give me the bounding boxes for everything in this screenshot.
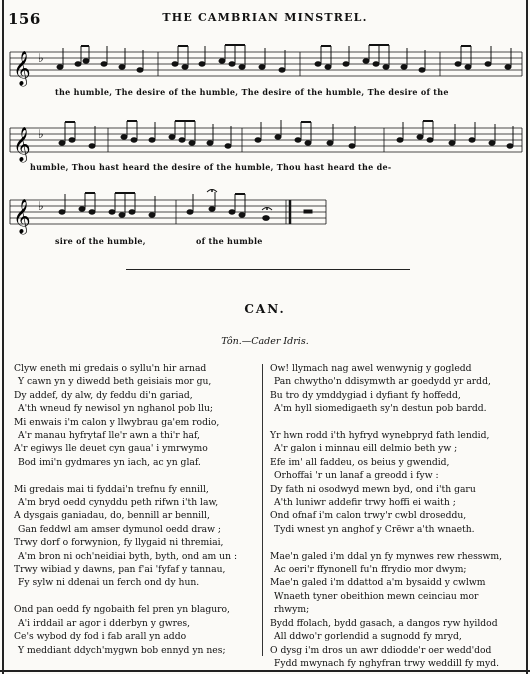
verse-line: Ond pan oedd fy ngobaith fel pren yn blaguro, (14, 604, 230, 616)
lyrics-line-2: humble, Thou hast heard the desire of the humble, Thou hast heard the de- (30, 162, 392, 172)
verse-line: Ond ofnaf i'm calon trwy'r cwbl droseddu, (270, 510, 467, 522)
verse-line: Wnaeth tyner obeithion mewn ceinciau mor rhwym; (274, 590, 479, 616)
verse-line: A'm bron ni och'neidiai byth, byth, ond am un : (18, 550, 238, 562)
verse-line: Y meddiant ddych'mygwn bob ennyd yn nes; (18, 644, 226, 656)
verse-line: Pan chwytho'n ddisymwth ar goedydd yr ardd, (274, 376, 491, 388)
verse-line: A'm bryd oedd cynyddu peth rifwn i'th law, (18, 497, 219, 509)
svg-text:♭: ♭ (38, 199, 44, 213)
verse-line: Ow! llymach nag awel wenwynig y gogledd (270, 363, 472, 374)
verse-line: A'i irddail ar agor i dderbyn y gwres, (18, 617, 191, 629)
verse-line: A'r egiwys lle deuet cyn gaua' i ymrwymo (14, 443, 208, 455)
song-title: CAN. (244, 302, 286, 316)
verse-line: Bod imi'n gydmares yn iach, ac yn glaf. (18, 456, 201, 468)
verse-line: Gan feddwl am amser dymunol oedd draw ; (18, 523, 222, 535)
svg-text:♭: ♭ (38, 127, 44, 141)
verse-line: A dysgais ganiadau, do, bennill ar bennill, (14, 510, 210, 522)
verse-line: All ddwo'r gorlendid a sugnodd fy mryd, (274, 631, 462, 643)
running-title: THE CAMBRIAN MINSTREL. (162, 11, 368, 24)
verse-line: Yr hwn rodd i'th hyfryd wynebpryd fath lendid, (270, 430, 490, 442)
verse-line: Efe im' all faddeu, os beius y gwendid, (270, 456, 450, 468)
verse-line: A'r galon i minnau eill delmio beth yw ; (274, 443, 458, 455)
lyrics-line-1: the humble, The desire of the humble, The desire of the humble, The desire of the (55, 87, 449, 97)
verse-line: Clyw eneth mi gredais o syllu'n hir arnad (14, 363, 207, 374)
svg-text:𝄞: 𝄞 (13, 127, 31, 162)
verse-line: Mae'n galed i'm ddattod a'm bysaidd y cwlwm (270, 577, 486, 589)
verse-line: Dy addef, dy alw, dy feddu di'n gariad, (14, 389, 193, 401)
verse-line: A'm hyll siomedigaeth sy'n destun pob bardd. (274, 403, 487, 415)
verse-line: A'th wneud fy newisol yn nghanol pob llu; (18, 403, 214, 415)
verse-line: Ce's wybod dy fod i fab arall yn addo (14, 631, 187, 643)
verse-line: O dysg i'm dros un awr ddiodde'r oer wedd'dod (270, 644, 492, 656)
verse-line: Y cawn yn y diwedd beth geisiais mor gu, (18, 376, 212, 388)
verse-line: Bydd ffolach, bydd gasach, a dangos ryw hyildod (270, 617, 498, 629)
svg-text:♭: ♭ (38, 51, 44, 65)
section-rule (126, 269, 410, 270)
verse-line: Dy fath ni osodwyd mewn byd, ond i'th garu (270, 483, 476, 495)
svg-text:𝄞: 𝄞 (13, 199, 31, 234)
lyrics-line-3a: sire of the humble, (55, 236, 146, 246)
verse-line: Ac oeri'r ffynonell fu'n ffrydio mor dwym; (274, 564, 467, 576)
verse-line: A'th luniwr addefir trwy hoffi ei waith ; (274, 497, 456, 509)
svg-text:𝄞: 𝄞 (13, 51, 31, 86)
verse-line: Orhoffai 'r un lanaf a greodd i fyw : (274, 470, 439, 482)
verse-line: Bu tro dy ymddygiad i dyfiant fy hoffedd, (270, 389, 461, 401)
verse-line: Tydi wnest yn anghof y Crëwr a'th wnaeth. (274, 523, 475, 535)
page-number: 156 (8, 10, 41, 28)
verse-line: Trwy dorf o forwynion, fy llygaid ni thremiai, (14, 537, 224, 549)
lyrics-line-3b: of the humble (196, 236, 263, 246)
verse-line: Fy sylw ni ddenai un ferch ond dy hun. (18, 577, 200, 589)
verse-line: Trwy wibiad y dawns, pan f'ai 'fyfaf y tannau, (14, 564, 226, 576)
verse-line: Mae'n galed i'm ddal yn fy mynwes rew rhesswm, (270, 550, 502, 562)
verse-line: Fydd mwynach fy nghyfran trwy weddill fy myd. (274, 657, 499, 669)
verse-line: Mi enwais i'm calon y llwybrau ga'em rodio, (14, 416, 220, 428)
column-divider (262, 364, 263, 656)
left-column (14, 362, 260, 657)
right-column (270, 362, 520, 670)
verse-line: Mi gredais mai ti fyddai'n trefnu fy ennill, (14, 483, 209, 495)
verse-line: A'r manau hyfrytaf lle'r awn a thi'r haf, (18, 430, 200, 442)
tune-name: Tôn.—Cader Idris. (221, 336, 309, 347)
